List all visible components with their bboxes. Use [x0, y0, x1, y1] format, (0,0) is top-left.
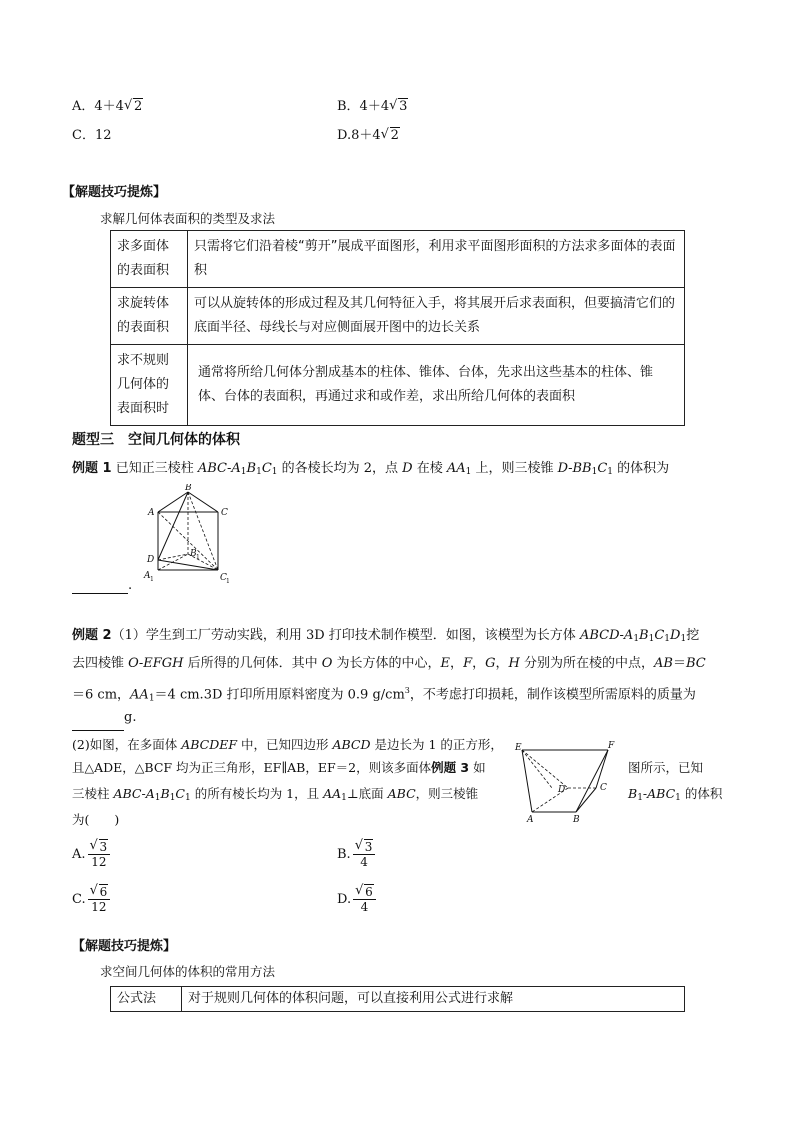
option-letter: A.: [72, 847, 86, 862]
radicand: 2: [133, 99, 143, 114]
denominator: 12: [91, 855, 107, 869]
example-2-part-2-line-1: (2)如图，在多面体 ABCDEF 中，已知四边形 ABCD 是边长为 1 的正方形，: [72, 737, 503, 752]
radicand: 2: [390, 128, 399, 143]
text: 去四棱锥: [72, 656, 125, 671]
text: 如: [469, 760, 486, 775]
text: ，不考虑打印损耗，制作该模型所需原料的质量为: [409, 687, 696, 703]
option-c-text: C．12: [72, 128, 112, 143]
radicand: 6: [365, 885, 373, 899]
example-2-part-2-line-2: [72, 756, 486, 780]
option-b-text: B．4＋4: [337, 99, 390, 114]
label-d: D: [147, 555, 155, 565]
option-d-bottom: [337, 885, 376, 914]
radicand: 3: [99, 840, 108, 854]
text: 的体积为: [613, 461, 670, 476]
label-e: E: [515, 743, 522, 753]
option-b-bottom: [337, 840, 375, 869]
table-row: [111, 345, 685, 426]
option-letter: B.: [337, 847, 351, 862]
example-3-label: 例题 3: [431, 760, 470, 775]
table-row: [111, 288, 685, 345]
type-text: 求不规则几何体的表面积时: [117, 353, 170, 416]
surface-area-table: [110, 230, 685, 426]
label-a1: A: [144, 571, 151, 581]
text: 且△ADE，△BCF 均为正三角形，EF∥AB，EF＝2，则该多面体: [72, 760, 432, 775]
denominator: 12: [91, 900, 107, 914]
table-row: [111, 987, 685, 1012]
text: g.: [124, 710, 137, 725]
method-cell: [188, 345, 685, 426]
type-cell: [111, 288, 188, 345]
example-3-line-1-right: $B_1-ABC_1$ 的体积: [628, 786, 723, 803]
option-a-bottom: [72, 840, 110, 869]
section-title: 题型三 空间几何体的体积: [72, 432, 240, 448]
method-cell: [182, 987, 685, 1012]
radicand: 6: [99, 885, 108, 899]
label-f: F: [608, 741, 615, 751]
example-2-line-4: [72, 706, 136, 731]
text: 挖: [686, 628, 700, 643]
text: 在棱: [412, 461, 447, 476]
type-cell: [111, 987, 182, 1012]
text: 的所有棱长均为 1，且: [190, 786, 324, 801]
math: ABC: [197, 461, 227, 476]
method-cell: [188, 288, 685, 345]
text: 为长方体的中心，: [332, 656, 441, 671]
option-letter: C.: [72, 892, 86, 907]
example-1-text: 例题 1 已知正三棱柱 ABC-$A_1B_1C_1$ 的各棱长均为 2，点 D 在棱 $AA_1$ 上，则三棱锥 $D-BB_1C_1$ 的体积为: [72, 461, 670, 477]
text: 已知正三棱柱: [111, 461, 198, 476]
text: 后所得的几何体．其中: [183, 656, 322, 671]
method-text: 可以从旋转体的形成过程及其几何特征入手，将其展开后求表面积，但要搞清它们的底面半径、母线长与对应侧面展开图中的边长关系: [194, 296, 676, 335]
text: 的体积: [680, 786, 723, 801]
denominator: 4: [360, 855, 368, 869]
text: .: [128, 578, 133, 593]
text: 分别为所在棱的中点，: [519, 656, 654, 671]
text: ，则三棱锥: [415, 786, 479, 801]
type-cell: [111, 231, 188, 288]
text: 的各棱长均为 2，点: [277, 461, 403, 476]
option-a-text: A．4＋4: [72, 99, 124, 114]
label-b: B: [573, 815, 580, 824]
type-text: 公式法: [117, 991, 157, 1006]
text: 图所示，已知: [628, 760, 704, 775]
fraction: [353, 840, 376, 869]
type-cell: [111, 345, 188, 426]
subscript: 1: [196, 554, 200, 561]
text: ＝4 cm.3D 打印所用原料密度为 0.9 g/cm: [154, 687, 405, 703]
type-text: 求多面体的表面积: [117, 239, 170, 278]
subscript: 1: [150, 576, 154, 583]
blank-line: [72, 578, 128, 594]
type-text: 求旋转体的表面积: [117, 296, 170, 335]
method-text: 对于规则几何体的体积问题，可以直接利用公式进行求解: [188, 991, 514, 1006]
tips-subtitle-2: 求空间几何体的体积的常用方法: [100, 964, 276, 979]
method-cell: [188, 231, 685, 288]
prism-figure: [140, 484, 240, 584]
text: （1）学生到工厂劳动实践，利用 3D 打印技术制作模型．如图，该模型为长方体: [111, 628, 580, 643]
example-3-line-1: 三棱柱 ABC-$A_1B_1C_1$ 的所有棱长均为 1，且 $AA_1\perp$底面 ABC，则三棱锥: [72, 786, 479, 803]
radicand: 3: [399, 99, 408, 114]
label-c: C: [600, 783, 607, 793]
option-letter: D.: [337, 892, 352, 907]
tips-subtitle: 求解几何体表面积的类型及求法: [100, 211, 276, 226]
method-text: 只需将它们沿着棱“剪开”展成平面图形，利用求平面图形面积的方法求多面体的表面积: [194, 239, 676, 278]
label-c1: C: [220, 573, 227, 583]
volume-table: [110, 986, 685, 1012]
text: cm，: [93, 687, 131, 703]
option-a: [72, 95, 143, 114]
option-b: [337, 95, 408, 114]
example-2-part-2-right: [628, 756, 703, 780]
label-a: A: [527, 815, 534, 824]
fraction: [88, 885, 111, 914]
example-2-label: 例题 2: [72, 628, 112, 643]
answer-blank-1: [72, 578, 132, 594]
option-c: [72, 124, 112, 143]
fraction: [88, 840, 111, 869]
example-2-line-1: 例题 2（1）学生到工厂劳动实践，利用 3D 打印技术制作模型．如图，该模型为长方体 ABCD-$A_1B_1C_1D_1$挖: [72, 628, 700, 644]
label-b: B: [185, 484, 192, 493]
example-3-line-2: [72, 808, 119, 832]
method-text: 通常将所给几何体分割成基本的柱体、锥体、台体，先求出这些基本的柱体、锥体、台体的表面积，再通过求和或作差，求出所给几何体的表面积: [198, 365, 654, 404]
text: (2)如图，在多面体: [72, 737, 182, 752]
denominator: 4: [360, 900, 369, 914]
blank-line: [72, 706, 124, 731]
text: 是边长为 1 的正方形，: [370, 737, 503, 752]
example-2-line-2: 去四棱锥 O-EFGH 后所得的几何体．其中 O 为长方体的中心，E，F，G，H 分别为所在棱的中点，AB＝BC: [72, 656, 706, 671]
text: 三棱柱: [72, 786, 114, 801]
polyhedron-figure: [512, 738, 622, 824]
text: 为( ): [72, 812, 120, 827]
label-d: D: [558, 785, 566, 795]
option-d: [337, 124, 400, 143]
table-row: [111, 231, 685, 288]
label-a: A: [148, 508, 155, 518]
text: 中，已知四边形: [237, 737, 333, 752]
fraction: [353, 885, 376, 914]
sqrt: [389, 99, 408, 114]
option-d-text: D.8＋4: [337, 128, 381, 143]
tips-title-2: 【解题技巧提炼】: [72, 939, 177, 954]
sqrt: [124, 99, 143, 114]
label-b1: B: [190, 549, 197, 559]
example-1-label: 例题 1: [72, 461, 112, 476]
text: 上，则三棱锥: [471, 461, 558, 476]
sqrt: [381, 128, 400, 143]
label-c: C: [221, 508, 228, 518]
subscript: 1: [226, 578, 230, 584]
option-c-bottom: [72, 885, 110, 914]
tips-title: 【解题技巧提炼】: [62, 185, 167, 200]
text: ⊥底面: [346, 786, 388, 801]
radicand: 3: [364, 840, 373, 854]
example-2-line-3: ＝6 cm，$AA_1=4$ cm.3D 打印所用原料密度为 0.9 $g/cm^3$，不考虑打印损耗，制作该模型所需原料的质量为: [72, 686, 696, 704]
